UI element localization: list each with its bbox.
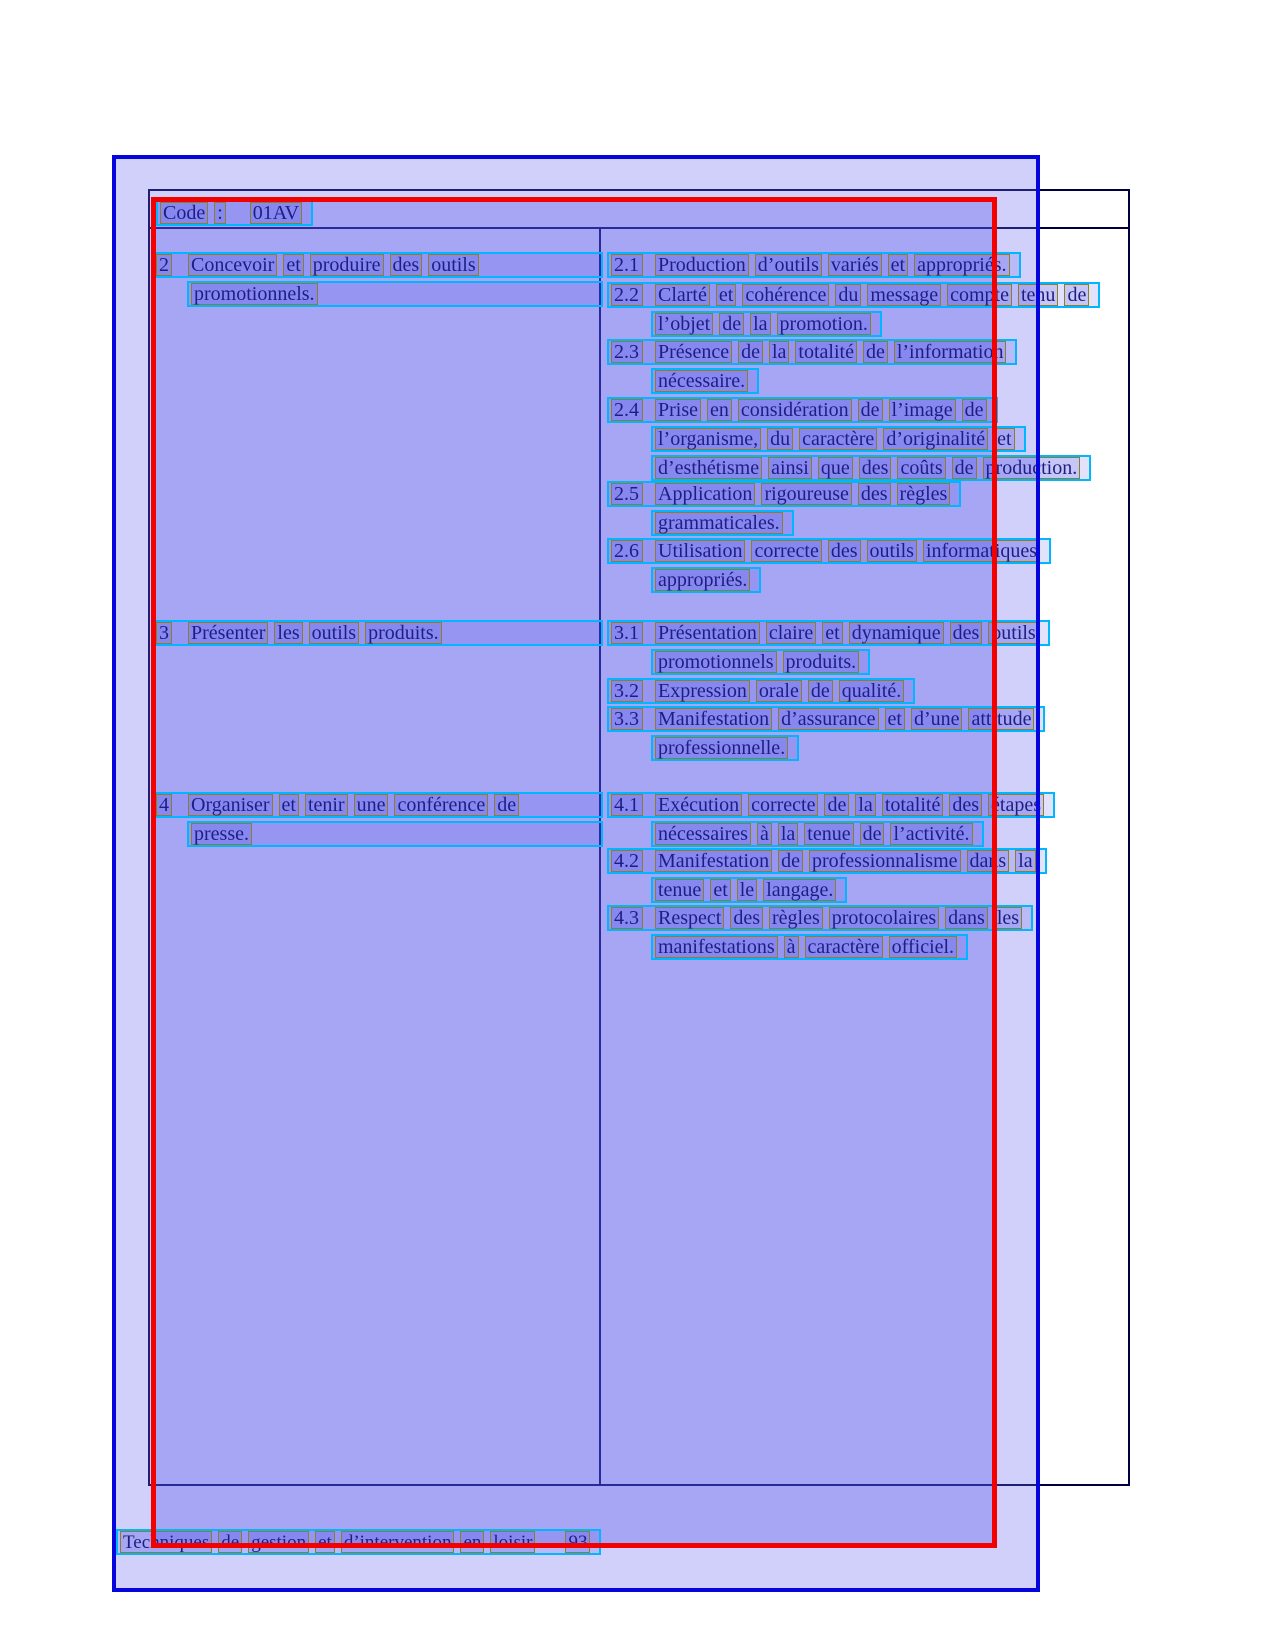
ocr-word-box: Présence	[655, 341, 732, 363]
ocr-word-box: 93	[565, 1531, 590, 1553]
ocr-word-box: outils	[988, 622, 1038, 644]
item-number-box: 3.2	[611, 680, 643, 702]
ocr-word-box: l’image	[889, 399, 956, 421]
ocr-word-box: et	[822, 622, 842, 644]
ocr-word-box: d’outils	[755, 254, 822, 276]
ocr-word-box: tenue	[655, 879, 704, 901]
ocr-word-box: l’organisme,	[655, 428, 761, 450]
ocr-word-box: presse.	[191, 823, 252, 845]
ocr-word-box: Manifestation	[655, 708, 772, 730]
ocr-word-box: tenu	[1018, 284, 1058, 306]
ocr-word-box: le	[737, 879, 757, 901]
ocr-word-box: tenir	[305, 794, 348, 816]
ocr-word-box: considération	[738, 399, 852, 421]
ocr-word-box: outils	[428, 254, 478, 276]
ocr-word-box: promotion.	[777, 313, 871, 335]
ocr-word-box: 01AV	[250, 202, 302, 224]
ocr-word-box: tenue	[804, 823, 853, 845]
ocr-word-box: produire	[310, 254, 384, 276]
ocr-word-box: Utilisation	[655, 540, 745, 562]
ocr-word-box: professionnelle.	[655, 737, 788, 759]
item-number-box: 2.1	[611, 254, 643, 276]
ocr-word-box: du	[835, 284, 861, 306]
item-number-box: 3.3	[611, 708, 643, 730]
ocr-word-box: officiel.	[889, 936, 957, 958]
ocr-word-box: des	[730, 907, 763, 929]
ocr-word-box: du	[767, 428, 793, 450]
ocr-word-box: Expression	[655, 680, 750, 702]
ocr-word-box: la	[855, 794, 875, 816]
ocr-word-box: à	[784, 936, 799, 958]
item-number-box: 2.4	[611, 399, 643, 421]
ocr-word-box: produits.	[783, 651, 860, 673]
ocr-word-box: production.	[983, 457, 1081, 479]
ocr-word-box: la	[750, 313, 770, 335]
ocr-word-box: message	[867, 284, 941, 306]
ocr-word-box: la	[778, 823, 798, 845]
ocr-word-box: informatiques	[923, 540, 1040, 562]
ocr-word-box: dans	[945, 907, 988, 929]
ocr-word-box: et	[279, 794, 299, 816]
ocr-word-box: des	[858, 483, 891, 505]
ocr-word-box: l’objet	[655, 313, 713, 335]
ocr-word-box: d’originalité	[883, 428, 988, 450]
ocr-word-box: dynamique	[849, 622, 944, 644]
ocr-word-box: les	[274, 622, 302, 644]
item-number-box: 3	[156, 622, 172, 644]
ocr-word-box: compte	[947, 284, 1012, 306]
item-number-box: 3.1	[611, 622, 643, 644]
ocr-word-box: variés	[828, 254, 882, 276]
item-number-box: 2	[156, 254, 172, 276]
ocr-word-box: de	[952, 457, 977, 479]
ocr-word-box: totalité	[882, 794, 944, 816]
ocr-word-box: d’une	[911, 708, 963, 730]
ocr-word-box: Manifestation	[655, 850, 772, 872]
item-number-box: 2.2	[611, 284, 643, 306]
item-number-box: 2.6	[611, 540, 643, 562]
ocr-word-box: nécessaire.	[655, 370, 748, 392]
ocr-word-box: loisir	[490, 1531, 535, 1553]
ocr-word-box: attitude	[968, 708, 1034, 730]
ocr-word-box: produits.	[365, 622, 442, 644]
ocr-word-box: coûts	[897, 457, 945, 479]
ocr-word-box: Production	[655, 254, 749, 276]
ocr-word-box: d’esthétisme	[655, 457, 762, 479]
ocr-word-box: gestion	[248, 1531, 309, 1553]
ocr-word-box: totalité	[795, 341, 857, 363]
item-number-box: 2.5	[611, 483, 643, 505]
ocr-word-box: Concevoir	[188, 254, 277, 276]
ocr-word-box: orale	[756, 680, 802, 702]
ocr-word-box: conférence	[394, 794, 488, 816]
ocr-word-box: et	[888, 254, 908, 276]
ocr-word-box: dans	[967, 850, 1010, 872]
ocr-word-box: Application	[655, 483, 755, 505]
ocr-word-box: de	[962, 399, 987, 421]
item-number-box: 4.2	[611, 850, 643, 872]
ocr-word-box: que	[818, 457, 853, 479]
ocr-word-box: de	[863, 341, 888, 363]
item-number-box: 4	[156, 794, 172, 816]
ocr-word-box: Exécution	[655, 794, 742, 816]
ocr-word-box: claire	[766, 622, 816, 644]
ocr-word-box: de	[738, 341, 763, 363]
table-region-highlight-border	[151, 197, 997, 1548]
ocr-word-box: Prise	[655, 399, 701, 421]
ocr-word-box: rigoureuse	[761, 483, 851, 505]
ocr-word-box: de	[858, 399, 883, 421]
ocr-word-box: de	[824, 794, 849, 816]
ocr-word-box: en	[707, 399, 732, 421]
ocr-word-box: Clarté	[655, 284, 710, 306]
ocr-word-box: Respect	[655, 907, 724, 929]
ocr-word-box: de	[1064, 284, 1089, 306]
ocr-word-box: promotionnels	[655, 651, 777, 673]
ocr-word-box: des	[859, 457, 892, 479]
ocr-word-box: des	[390, 254, 423, 276]
ocr-word-box: correcte	[748, 794, 818, 816]
ocr-word-box: la	[1015, 850, 1035, 872]
ocr-word-box: en	[460, 1531, 484, 1553]
ocr-word-box: professionnalisme	[809, 850, 961, 872]
ocr-word-box: des	[950, 622, 983, 644]
ocr-word-box: langage.	[763, 879, 836, 901]
ocr-word-box: qualité.	[839, 680, 904, 702]
ocr-word-box: cohérence	[742, 284, 829, 306]
ocr-word-box: caractère	[805, 936, 883, 958]
ocr-word-box: :	[214, 202, 226, 224]
ocr-word-box: étapes	[988, 794, 1044, 816]
ocr-word-box: l’information	[894, 341, 1007, 363]
ocr-word-box: de	[218, 1531, 242, 1553]
ocr-word-box: protocolaires	[829, 907, 939, 929]
ocr-word-box: d’intervention	[341, 1531, 455, 1553]
ocr-word-box: et	[315, 1531, 335, 1553]
ocr-word-box: manifestations	[655, 936, 778, 958]
ocr-word-box: règles	[769, 907, 823, 929]
ocr-word-box: Code	[160, 202, 208, 224]
ocr-word-box: de	[778, 850, 803, 872]
ocr-word-box: Présenter	[188, 622, 268, 644]
ocr-word-box: une	[354, 794, 389, 816]
ocr-word-box: caractère	[799, 428, 877, 450]
ocr-word-box: et	[716, 284, 736, 306]
ocr-word-box: et	[283, 254, 303, 276]
ocr-word-box: outils	[867, 540, 917, 562]
ocr-word-box: d’assurance	[778, 708, 878, 730]
item-number-box: 2.3	[611, 341, 643, 363]
ocr-word-box: de	[494, 794, 519, 816]
item-number-box: 4.1	[611, 794, 643, 816]
ocr-word-box: et	[710, 879, 730, 901]
ocr-word-box: ainsi	[768, 457, 812, 479]
ocr-word-box: correcte	[751, 540, 821, 562]
ocr-word-box: à	[757, 823, 772, 845]
ocr-word-box: grammaticales.	[655, 512, 783, 534]
ocr-word-box: et	[885, 708, 905, 730]
ocr-word-box: appropriés.	[914, 254, 1009, 276]
ocr-word-box: promotionnels.	[191, 283, 318, 305]
ocr-word-box: Organiser	[188, 794, 273, 816]
ocr-word-box: outils	[309, 622, 359, 644]
ocr-word-box: la	[769, 341, 789, 363]
ocr-word-box: Présentation	[655, 622, 760, 644]
ocr-word-box: de	[808, 680, 833, 702]
ocr-word-box: et	[994, 428, 1014, 450]
ocr-word-box: règles	[897, 483, 951, 505]
ocr-word-box: de	[860, 823, 885, 845]
item-number-box: 4.3	[611, 907, 643, 929]
ocr-word-box: des	[828, 540, 861, 562]
ocr-word-box: l’activité.	[890, 823, 972, 845]
ocr-word-box: de	[719, 313, 744, 335]
ocr-word-box: les	[994, 907, 1022, 929]
ocr-word-box: nécessaires	[655, 823, 751, 845]
ocr-word-box: appropriés.	[655, 569, 750, 591]
ocr-word-box: Techniques	[120, 1531, 212, 1553]
ocr-word-box: des	[949, 794, 982, 816]
